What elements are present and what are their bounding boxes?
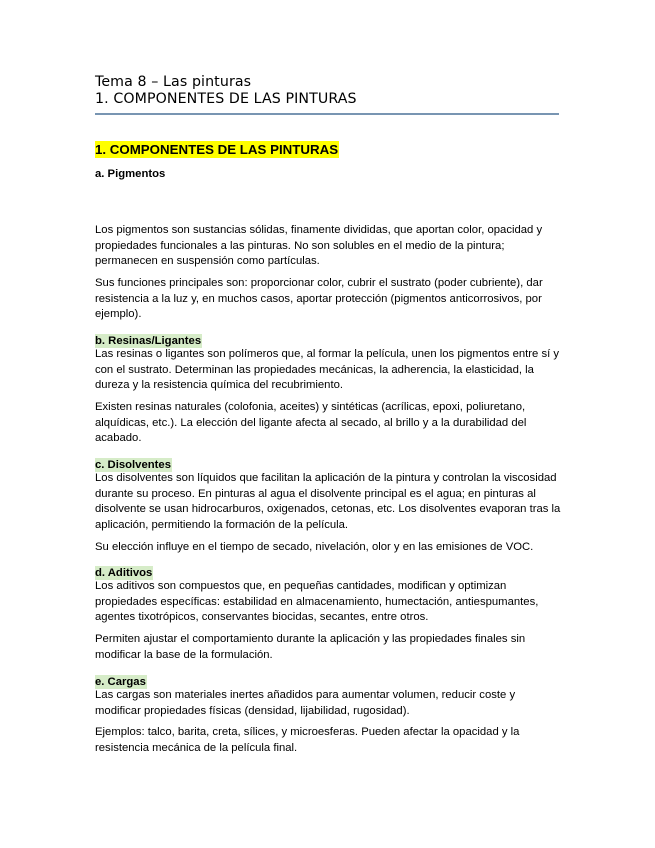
subheading-disolventes: c. Disolventes — [95, 459, 171, 471]
page-header — [95, 74, 558, 108]
paragraph-pigmentos-1: Los pigmentos son sustancias sólidas, finamente divididas, que aportan color, opacidad y propiedades funcionales a las pinturas. No son solubles en el medio de la pintura; permanecen en suspensión como partículas. — [95, 224, 543, 268]
subheading-cargas: e. Cargas — [95, 676, 146, 688]
paragraph-cargas-1: Las cargas son materiales inertes añadidos para aumentar volumen, reducir coste y modificar propiedades físicas (densidad, lijabilidad, rugosidad). — [95, 689, 516, 717]
header-divider — [95, 113, 559, 115]
subheading-resinas: b. Resinas/Ligantes — [95, 335, 202, 347]
section-title: 1. COMPONENTES DE LAS PINTURAS — [95, 142, 339, 157]
paragraph-aditivos-1: Los aditivos son compuestos que, en pequeñas cantidades, modifican y optimizan propiedades específicas: estabilidad en almacenamiento, humectación, antiespumantes, agentes tixotrópicos, conservantes biocidas, secantes, entre otros. — [95, 580, 539, 624]
subheading-aditivos: d. Aditivos — [95, 567, 153, 579]
paragraph-resinas-2: Existen resinas naturales (colofonia, aceites) y sintéticas (acrílicas, epoxi, poliuretano, alquídicas, etc.). La elección del ligante afecta al secado, al brillo y a la durabilidad del acabado. — [95, 401, 527, 445]
paragraph-disolventes-1: Los disolventes son líquidos que facilitan la aplicación de la pintura y controlan la viscosidad durante su proceso. En pinturas al agua el disolvente principal es el agua; en pinturas al disolvente se usan hidrocarburos, oxigenados, cetonas, etc. Los disolventes evaporan tras la aplicación, permitiendo la formación de la película. — [95, 472, 561, 531]
header-subtitle: 1. COMPONENTES DE LAS PINTURAS — [95, 91, 357, 107]
header-title: Tema 8 – Las pinturas — [95, 74, 252, 90]
subheading-pigmentos: a. Pigmentos — [95, 168, 166, 180]
paragraph-cargas-2: Ejemplos: talco, barita, creta, sílices, y microesferas. Pueden afectar la opacidad y la resistencia mecánica de la película final. — [95, 726, 520, 754]
paragraph-resinas-1: Las resinas o ligantes son polímeros que, al formar la película, unen los pigmentos entre sí y con el sustrato. Determinan las propiedades mecánicas, la adherencia, la elasticidad, la dureza y la resistencia química del recubrimiento. — [95, 348, 560, 392]
paragraph-pigmentos-2: Sus funciones principales son: proporcionar color, cubrir el sustrato (poder cubriente), dar resistencia a la luz y, en muchos casos, aportar protección (pigmentos anticorrosivos, por ejemplo). — [95, 277, 543, 321]
paragraph-disolventes-2: Su elección influye en el tiempo de secado, nivelación, olor y en las emisiones de VOC. — [95, 541, 534, 553]
paragraph-aditivos-2: Permiten ajustar el comportamiento durante la aplicación y las propiedades finales sin modificar la base de la formulación. — [95, 633, 526, 661]
